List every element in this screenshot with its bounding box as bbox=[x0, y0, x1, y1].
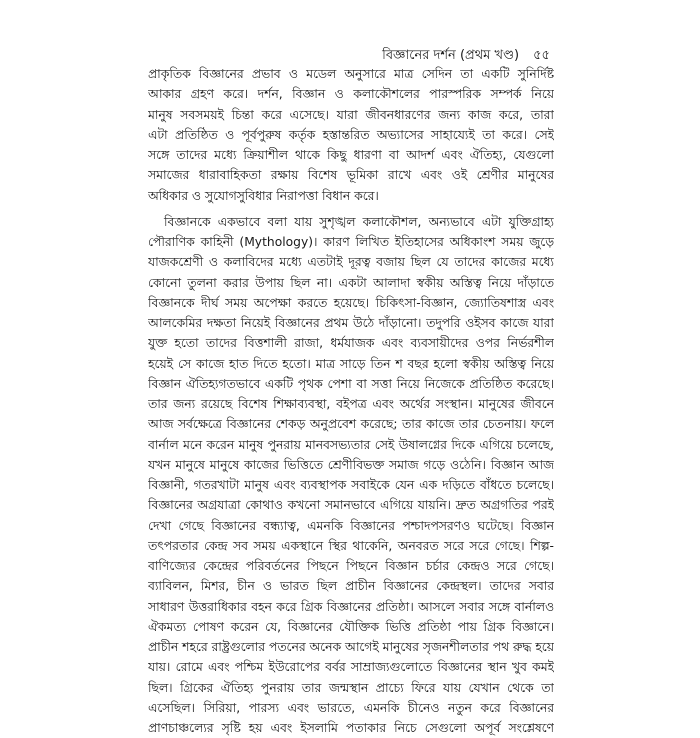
text-line: হয়েই সে কাজে হাত দিতে হতো। মাত্র সাড়ে তিন শ বছর হলো স্বকীয় অস্তিত্ব নিয়ে bbox=[148, 356, 554, 371]
text-line: যাজকশ্রেণী ও কলাবিদের মধ্যে এতটাই দূরত্ব বজায় ছিল যে তাদের কাজের মধ্যে bbox=[148, 255, 554, 270]
text-line: বিজ্ঞান ঐতিহ্যগতভাবে একটি পৃথক পেশা বা সত্তা নিয়ে নিজেকে প্রতিষ্ঠিত করেছে। bbox=[148, 376, 554, 391]
text-line: দেখা গেছে বিজ্ঞানের বন্ধ্যাত্ব, এমনকি বিজ্ঞানের পশ্চাদপসরণও ঘটেছে। বিজ্ঞান bbox=[148, 518, 554, 533]
text-line: বাণিজ্যের কেন্দ্রের পরিবর্তনের পিছনে পিছনে বিজ্ঞান চর্চার কেন্দ্রও সরে গেছে। bbox=[148, 559, 554, 573]
text-line: ছিল। গ্রিকের ঐতিহ্য পুনরায় তার জন্মস্থান প্রাচ্যে ফিরে যায় যেখান থেকে তা bbox=[148, 680, 554, 695]
text-line: ব্যাবিলন, মিশর, চীন ও ভারত ছিল প্রাচীন বিজ্ঞানের কেন্দ্রস্থল। তাদের সবার bbox=[148, 579, 554, 594]
text-line: বিজ্ঞানী, গতরখাটা মানুষ এবং ব্যবস্থাপক সবাইকে যেন এক দড়িতে বাঁধতে চলেছে। bbox=[148, 478, 554, 492]
text-line: বিজ্ঞানকে দীর্ঘ সময় অপেক্ষা করতে হয়েছে। চিকিৎসা-বিজ্ঞান, জ্যোতিষশাস্ত্র এবং bbox=[148, 295, 554, 310]
text-line: আকার গ্রহণ করে। দর্শন, বিজ্ঞান ও কলাকৌশলের পারস্পরিক সম্পর্ক নিয়ে bbox=[148, 87, 554, 102]
text-line: প্রাচীন শহরে রাষ্ট্রগুলোর পতনের অনেক আগেই মানুষের সৃজনশীলতার পথ রুদ্ধ হয়ে bbox=[148, 640, 554, 654]
book-title: বিজ্ঞানের দর্শন (প্রথম খণ্ড) bbox=[382, 48, 520, 63]
text-line: আলকেমির দক্ষতা নিয়েই বিজ্ঞানের প্রথম উঠে দাঁড়ানো। তদুপরি ওইসব কাজে যারা bbox=[148, 316, 554, 330]
text-line: সাধারণ উত্তরাধিকার বহন করে গ্রিক বিজ্ঞানের প্রতিষ্ঠা। আসলে সবার সঙ্গে বার্নালও bbox=[148, 599, 554, 614]
text-line: সঙ্গে তাদের মধ্যে ক্রিয়াশীল থাকে কিছু ধারণা বা আদর্শ এবং ঐতিহ্য, যেগুলো bbox=[148, 148, 554, 162]
text-line: বার্নাল মনে করেন মানুষ পুনরায় মানবসভ্যতার সেই উষালগ্নের দিকে এগিয়ে চলেছে, bbox=[148, 437, 554, 452]
text-line: সমাজের ধারাবাহিকতা রক্ষায় বিশেষ ভূমিকা রাখে এবং ওই শ্রেণীর মানুষের bbox=[148, 168, 554, 183]
text-line: প্রাণচাঞ্চল্যের সৃষ্টি হয় এবং ইসলামি পতাকার নিচে সেগুলো অপূর্ব সংশ্লেষণে bbox=[148, 721, 554, 735]
text-line: বিজ্ঞানকে একভাবে বলা যায় সুশৃঙ্খল কলাকৌশল, অন্যভাবে এটা যুক্তিগ্রাহ্য bbox=[164, 214, 554, 229]
text-line: এসেছিল। সিরিয়া, পারস্য এবং ভারতে, এমনকি চীনেও নতুন করে বিজ্ঞানের bbox=[148, 700, 554, 715]
text-line: কোনো তুলনা করার উপায় ছিল না। একটা আলাদা স্বকীয় অস্তিত্ব নিয়ে দাঁড়াতে bbox=[148, 275, 554, 290]
text-line: তৎপরতার কেন্দ্র সব সময় একস্থানে স্থির থাকেনি, অনবরত সরে সরে গেছে। শিল্প- bbox=[148, 538, 554, 553]
text-line: তার জন্য রয়েছে বিশেষ শিক্ষাব্যবস্থা, বইপত্র এবং অর্থের সংস্থান। মানুষের জীবনে bbox=[148, 397, 554, 411]
text-line: যখন মানুষে মানুষে কাজের ভিত্তিতে শ্রেণীবিভক্ত সমাজ গড়ে ওঠেনি। বিজ্ঞান আজ bbox=[148, 457, 554, 472]
text-line: পৌরাণিক কাহিনী (Mythology)। কারণ লিখিত ইতিহাসের অধিকাংশ সময় জুড়ে bbox=[148, 235, 554, 249]
text-line: অধিকার ও সুযোগসুবিধার নিরাপত্তা বিধান করে। bbox=[148, 188, 379, 203]
text-line: মানুষ সবসময়ই চিন্তা করে এসেছে। যারা জীবনধারণের জন্য কাজ করে, তারা bbox=[148, 107, 554, 122]
text-line: এটা প্রতিষ্ঠিত ও পূর্বপুরুষ কর্তৃক হস্তান্তরিত অভ্যাসের সাহায্যেই তা করে। সেই bbox=[148, 127, 554, 142]
body-text bbox=[148, 64, 554, 738]
text-line: বিজ্ঞানের অগ্রযাত্রা কোথাও কখনো সমানভাবে এগিয়ে যায়নি। দ্রুত অগ্রগতির পরই bbox=[148, 498, 554, 513]
text-line: ঐকমত্য পোষণ করেন যে, বিজ্ঞানের যৌক্তিক ভিত্তি প্রতিষ্ঠা পায় গ্রিক বিজ্ঞানে। bbox=[148, 619, 554, 634]
text-line: প্রাকৃতিক বিজ্ঞানের প্রভাব ও মডেল অনুসারে মাত্র সেদিন তা একটি সুনির্দিষ্ট bbox=[148, 67, 554, 81]
text-line: যায়। রোমে এবং পশ্চিম ইউরোপের বর্বর সাম্রাজ্যগুলোতে বিজ্ঞানের স্থান খুব কমই bbox=[148, 660, 554, 675]
text-line: যুক্ত হতো তাদের বিত্তশালী রাজা, ধর্মযাজক এবং ব্যবসায়ীদের ওপর নির্ভরশীল bbox=[148, 336, 554, 351]
text-line: আজ সর্বক্ষেত্রে বিজ্ঞানের শেকড় অনুপ্রবেশ করেছে; তার কাজে তার চেতনায়। ফলে bbox=[148, 417, 554, 432]
page-number: ৫৫ bbox=[533, 48, 550, 63]
